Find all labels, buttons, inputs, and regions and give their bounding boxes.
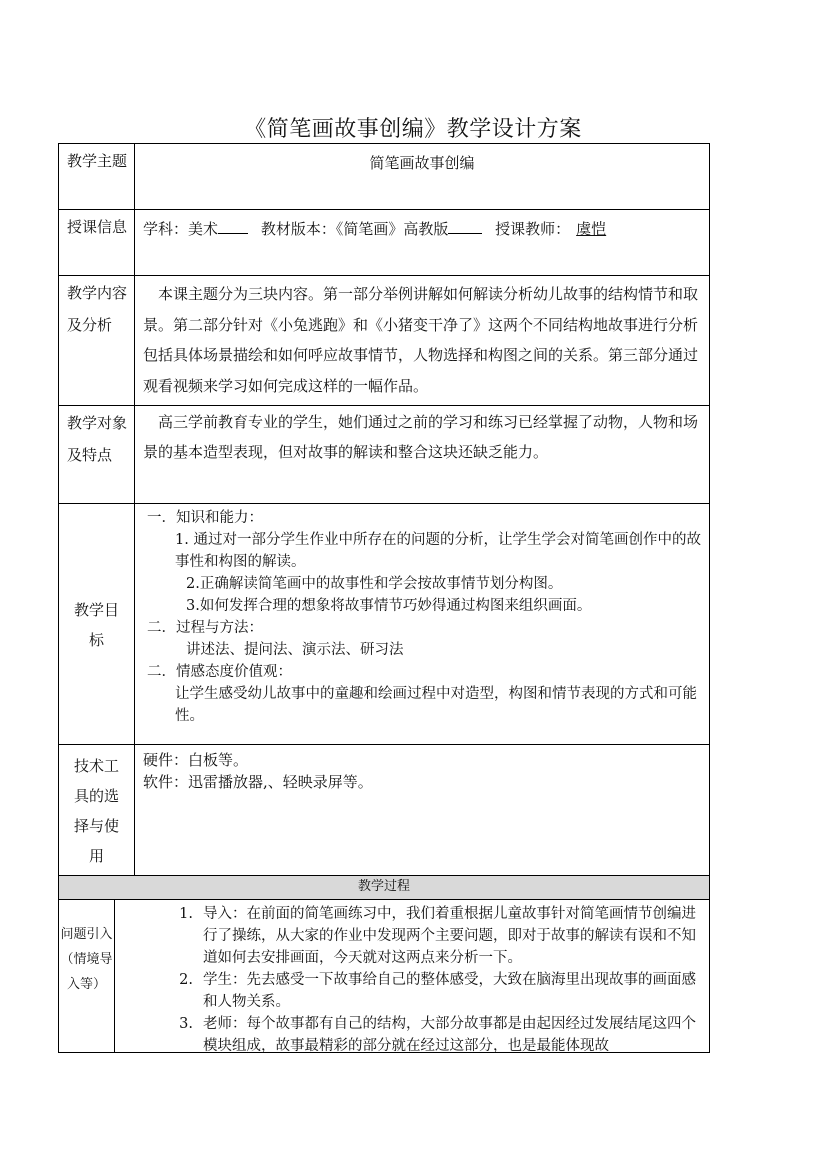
list-item	[115, 1013, 701, 1057]
objective-heading-process: 二．过程与方法：	[147, 620, 263, 636]
objective-emotion: 让学生感受幼儿故事中的童趣和绘画过程中对造型，构图和情节表现的方式和可能性。	[175, 686, 697, 724]
content-analysis-text: 本课主题分为三块内容。第一部分举例讲解如何解读分析幼儿故事的结构情节和取景。第二部分针对《小兔逃跑》和《小猪变干净了》这两个不同结构地故事进行分析包括具体场景描绘和如何呼应故事情节，人物选择和构图之间的关系。第三部分通过观看视频来学习如何完成这样的一幅作品。	[143, 285, 699, 395]
tools-content	[135, 745, 381, 875]
topic-value: 简笔画故事创编	[369, 154, 475, 172]
objective-item-3: 3.如何发挥合理的想象将故事情节巧妙得通过构图来组织画面。	[186, 598, 592, 614]
underline-blank	[218, 218, 248, 234]
objective-item-2: 2.正确解读简笔画中的故事性和学会按故事情节划分构图。	[186, 576, 563, 592]
row-tools	[59, 745, 709, 876]
document-title: 《简笔画故事创编》教学设计方案	[244, 117, 582, 142]
edition-value: 《简笔画》高教版	[335, 220, 449, 238]
list-item	[115, 903, 701, 969]
list-item-number: 3.	[179, 1016, 193, 1032]
subject-value: 美术	[188, 220, 219, 238]
teacher-prefix: 授课教师：	[495, 220, 571, 238]
process-items	[115, 900, 709, 1052]
objectives-content	[135, 504, 709, 744]
row-topic	[59, 144, 709, 210]
list-item-text: 老师：每个故事都有自己的结构，大部分故事都是由起因经过发展结尾这四个模块组成，故事最精彩的部分就在经过这部分，也是最能体现故	[203, 1016, 696, 1054]
list-item	[115, 969, 701, 1013]
row-label-objectives	[59, 504, 135, 744]
row-info	[59, 210, 709, 276]
objective-methods: 讲述法、提问法、演示法、研习法	[186, 642, 404, 658]
row-label-audience: 教学对象及特点	[59, 406, 135, 503]
edition-prefix: 教材版本：	[260, 220, 336, 238]
process-header-row	[59, 876, 709, 900]
teacher-value: 虞恺	[576, 220, 607, 238]
tools-label-text: 技术工具的选择与使用	[73, 756, 119, 865]
list-item-text: 导入：在前面的简笔画练习中，我们着重根据儿童故事针对简笔画情节创编进行了操练，从大家的作业中发现两个主要问题，即对于故事的解读有误和不知道如何去安排画面，今天就对这两点来分析一下。	[203, 906, 696, 966]
objective-heading-knowledge: 一．知识和能力：	[147, 510, 263, 526]
objective-item-1: 1. 通过对一部分学生作业中所存在的问题的分析，让学生学会对简笔画创作中的故事性和构图的解读。	[175, 532, 701, 570]
row-content	[59, 276, 709, 406]
subject-prefix: 学科：	[143, 220, 189, 238]
objective-heading-emotion: 二．情感态度价值观：	[147, 664, 292, 680]
row-label-topic: 教学主题	[59, 144, 135, 209]
row-process-intro	[59, 900, 709, 1052]
process-label: 问题引入（情境导入等）	[59, 900, 115, 1052]
row-audience	[59, 406, 709, 504]
list-item-number: 2.	[179, 972, 193, 988]
underline-blank	[448, 218, 482, 234]
list-item-number: 1.	[179, 906, 193, 922]
tools-hardware: 硬件：白板等。	[143, 751, 249, 769]
tools-software: 软件：迅雷播放器,、轻映录屏等。	[143, 773, 373, 791]
row-label-tools	[59, 745, 135, 875]
objectives-label-text: 教学目标	[73, 600, 119, 649]
lesson-plan-table	[58, 143, 710, 1053]
row-label-info: 授课信息	[59, 210, 135, 275]
process-header: 教学过程	[357, 879, 410, 894]
info-value	[135, 210, 709, 275]
row-label-content: 教学内容及分析	[59, 276, 135, 405]
audience-text: 高三学前教育专业的学生，她们通过之前的学习和练习已经掌握了动物，人物和场景的基本造型表现，但对故事的解读和整合这块还缺乏能力。	[143, 413, 699, 461]
row-objectives	[59, 504, 709, 745]
list-item-text: 学生：先去感受一下故事给自己的整体感受，大致在脑海里出现故事的画面感和人物关系。	[203, 972, 696, 1010]
